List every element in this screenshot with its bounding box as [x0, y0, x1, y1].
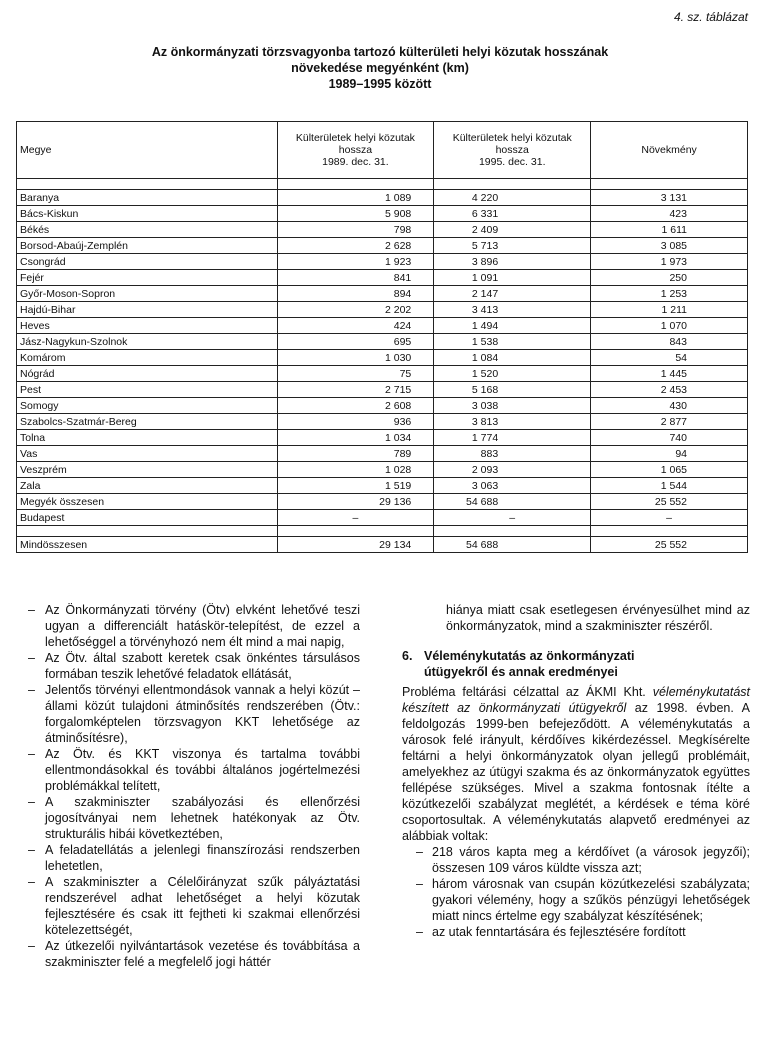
section-list	[402, 844, 750, 940]
cell-novekmeny: 430	[591, 398, 748, 414]
list-item	[28, 938, 360, 970]
cell-1989: 789	[277, 446, 434, 462]
cell-megye: Pest	[17, 382, 278, 398]
table-row	[17, 206, 748, 222]
list-dash: –	[28, 603, 35, 617]
list-dash: –	[28, 795, 35, 809]
cell-megye: Borsod-Abaúj-Zemplén	[17, 238, 278, 254]
section-number: 6.	[402, 649, 413, 663]
cell-1989: 1 028	[277, 462, 434, 478]
cell-megye: Mindösszesen	[17, 537, 278, 553]
table-row	[17, 270, 748, 286]
section-title-line-2: útügyekről és annak eredményei	[424, 665, 618, 679]
cell-megye: Veszprém	[17, 462, 278, 478]
cell-1989: 1 030	[277, 350, 434, 366]
table-row	[17, 286, 748, 302]
header-1989-line-3: 1989. dec. 31.	[322, 156, 389, 168]
cell-1989: –	[277, 510, 434, 526]
cell-1995: 5 168	[434, 382, 591, 398]
table-row	[17, 478, 748, 494]
header-megye: Megye	[17, 122, 278, 179]
list-dash: –	[28, 875, 35, 889]
table-row	[17, 302, 748, 318]
header-1989	[277, 122, 434, 179]
cell-1995: 3 063	[434, 478, 591, 494]
cell-novekmeny: 1 544	[591, 478, 748, 494]
table-row	[17, 510, 748, 526]
cell-1995: 1 538	[434, 334, 591, 350]
cell-1989: 1 034	[277, 430, 434, 446]
table-row	[17, 238, 748, 254]
cell-novekmeny: 2 453	[591, 382, 748, 398]
list-dash: –	[28, 939, 35, 953]
cell-novekmeny: 3 131	[591, 190, 748, 206]
cell-1995: 3 413	[434, 302, 591, 318]
cell-1995: 883	[434, 446, 591, 462]
section-heading	[402, 648, 750, 680]
cell-megye: Hajdú-Bihar	[17, 302, 278, 318]
list-item	[402, 844, 750, 876]
table-row	[17, 414, 748, 430]
table-tag: 4. sz. táblázat	[673, 10, 748, 24]
cell-1989: 2 715	[277, 382, 434, 398]
cell-1989: 5 908	[277, 206, 434, 222]
cell-megye: Zala	[17, 478, 278, 494]
cell-1995: 1 084	[434, 350, 591, 366]
list-item-text: három városnak van csupán közútkezelési szabályzata; gyakori vélemény, hogy a szűkös pénzügyi lehetőségek miatt nincs értelme egy szabályzat készítésének;	[432, 877, 750, 923]
table-row	[17, 398, 748, 414]
cell-novekmeny: 1 253	[591, 286, 748, 302]
cell-novekmeny: –	[591, 510, 748, 526]
list-dash: –	[416, 845, 423, 859]
header-1995-line-2: hossza	[495, 144, 529, 156]
list-item	[28, 874, 360, 938]
header-1989-line-1: Külterületek helyi közutak	[295, 132, 415, 144]
cell-1989: 936	[277, 414, 434, 430]
table-row	[17, 254, 748, 270]
cell-1989: 2 628	[277, 238, 434, 254]
list-dash: –	[416, 877, 423, 891]
table-body	[17, 179, 748, 553]
table-row	[17, 350, 748, 366]
cell-1995: 54 688	[434, 494, 591, 510]
cell-novekmeny: 423	[591, 206, 748, 222]
cell-novekmeny: 54	[591, 350, 748, 366]
table-row	[17, 190, 748, 206]
header-1995	[434, 122, 591, 179]
list-item	[402, 876, 750, 924]
paragraph-italic: véleménykutatást készített az önkormányzati útügyekről	[402, 685, 750, 715]
cell-megye: Békés	[17, 222, 278, 238]
cell-novekmeny: 94	[591, 446, 748, 462]
cell-novekmeny: 2 877	[591, 414, 748, 430]
cell-1995: 2 147	[434, 286, 591, 302]
cell-megye: Somogy	[17, 398, 278, 414]
cell-novekmeny: 25 552	[591, 494, 748, 510]
list-item	[28, 602, 360, 650]
cell-megye: Megyék összesen	[17, 494, 278, 510]
list-item-text: A szakminiszter szabályozási és ellenőrzési jogosítványai nem lehetnek hatékonyak az Ötv. strukturális hibái következtében,	[45, 795, 360, 841]
cell-1995: –	[434, 510, 591, 526]
cell-1995: 1 091	[434, 270, 591, 286]
cell-1995: 1 774	[434, 430, 591, 446]
list-item	[28, 650, 360, 682]
cell-1989: 798	[277, 222, 434, 238]
title-line-3: 1989–1995 között	[328, 77, 432, 91]
cell-1989: 695	[277, 334, 434, 350]
cell-1995: 2 409	[434, 222, 591, 238]
cell-1989: 841	[277, 270, 434, 286]
cell-1995: 6 331	[434, 206, 591, 222]
cell-novekmeny: 740	[591, 430, 748, 446]
list-item	[402, 924, 750, 940]
cell-novekmeny: 843	[591, 334, 748, 350]
table-spacer-row	[17, 179, 748, 190]
section-paragraph	[402, 684, 750, 844]
cell-1989: 2 202	[277, 302, 434, 318]
cell-novekmeny: 1 973	[591, 254, 748, 270]
data-table	[16, 121, 748, 553]
table-row	[17, 462, 748, 478]
cell-1995: 54 688	[434, 537, 591, 553]
list-item-text: A feladatellátás a jelenlegi finanszírozási rendszerben lehetetlen,	[45, 843, 360, 873]
header-novekmeny: Növekmény	[591, 122, 748, 179]
list-item-text: Az útkezelői nyilvántartások vezetése és továbbítása a szakminiszter felé a megfelelő jogi háttér	[45, 939, 360, 969]
cell-1989: 29 134	[277, 537, 434, 553]
cell-1995: 2 093	[434, 462, 591, 478]
table-row	[17, 446, 748, 462]
cell-megye: Vas	[17, 446, 278, 462]
list-item	[28, 794, 360, 842]
list-item-text: Az Ötv. és KKT viszonya és tartalma további ellentmondásokkal és további általános jogértelmezési problémákkal telített,	[45, 747, 360, 793]
list-item-text: A szakminiszter a Célelőirányzat szűk pályáztatási rendszerével adhat lehetőséget a helyi közutak fejlesztésére és csak itt fejtheti ki szakmai ellenőrzési kötelezettségét,	[45, 875, 360, 937]
cell-1995: 4 220	[434, 190, 591, 206]
header-1995-line-1: Külterületek helyi közutak	[452, 132, 572, 144]
cell-megye: Győr-Moson-Sopron	[17, 286, 278, 302]
cell-megye: Budapest	[17, 510, 278, 526]
cell-megye: Baranya	[17, 190, 278, 206]
title-line-2: növekedése megyénként (km)	[291, 61, 469, 75]
list-item	[28, 682, 360, 746]
left-column	[28, 602, 360, 970]
table-row	[17, 222, 748, 238]
list-dash: –	[28, 843, 35, 857]
list-dash: –	[28, 747, 35, 761]
cell-1989: 894	[277, 286, 434, 302]
cell-1989: 75	[277, 366, 434, 382]
cell-novekmeny: 1 070	[591, 318, 748, 334]
table-title	[0, 44, 760, 92]
table-row	[17, 494, 748, 510]
list-item	[28, 746, 360, 794]
list-dash: –	[28, 683, 35, 697]
cell-novekmeny: 1 211	[591, 302, 748, 318]
table-header-row	[17, 122, 748, 179]
cell-1995: 3 896	[434, 254, 591, 270]
cell-novekmeny: 25 552	[591, 537, 748, 553]
table-row	[17, 382, 748, 398]
cell-megye: Szabolcs-Szatmár-Bereg	[17, 414, 278, 430]
cell-megye: Fejér	[17, 270, 278, 286]
section-title-line-1: Véleménykutatás az önkormányzati	[424, 649, 635, 663]
paragraph-rest: az 1998. évben. A feldolgozás 1999-ben befejeződött. A véleménykutatás a városok felé irányult, kérdőíves kikérdezéssel. Megkísérelte feltárni a helyi önkormányzatok olyan jellegű problémáit, amelyekhez az útügyi szakma és az önkormányzatok együttes fellépése szükséges. Mivel a szakma fontosnak ítélte a közútkezelői szabályzat meglétét, a kérdések e téma köré csoportosultak. A véleménykutatás alapvető eredményei az alábbiak voltak:	[402, 701, 750, 843]
cell-megye: Tolna	[17, 430, 278, 446]
cell-1989: 424	[277, 318, 434, 334]
list-item-text: Az Ötv. által szabott keretek csak önkéntes társulásos formában teszik lehetővé feladatok ellátását,	[45, 651, 360, 681]
table-row	[17, 537, 748, 553]
list-dash: –	[416, 925, 423, 939]
list-dash: –	[28, 651, 35, 665]
list-item-text: 218 város kapta meg a kérdőívet (a városok jegyzői); összesen 109 város küldte vissza azt;	[432, 845, 750, 875]
paragraph-start: Probléma feltárási célzattal az ÁKMI Kht.	[402, 685, 653, 699]
table-row	[17, 334, 748, 350]
cell-1989: 1 519	[277, 478, 434, 494]
cell-novekmeny: 1 445	[591, 366, 748, 382]
list-item-text: Jelentős törvényi ellentmondások vannak a helyi közút – állami közút tulajdoni átminősítés rendszerében (Ötv.: forgalomképtelen törzsvagyon KKT lehetősége az átminősítésre),	[45, 683, 360, 745]
cell-novekmeny: 250	[591, 270, 748, 286]
cell-megye: Nógrád	[17, 366, 278, 382]
table-row	[17, 318, 748, 334]
cell-1995: 1 494	[434, 318, 591, 334]
right-column	[402, 602, 750, 940]
list-item	[28, 842, 360, 874]
table-row	[17, 430, 748, 446]
cell-megye: Komárom	[17, 350, 278, 366]
cell-1989: 1 923	[277, 254, 434, 270]
list-item-text: Az Önkormányzati törvény (Ötv) elvként lehetővé teszi ugyan a differenciált hatáskör-telepítést, de ezzel a lehetőséggel a törvényhozó nem élt mind a mai napig,	[45, 603, 360, 649]
cell-1995: 1 520	[434, 366, 591, 382]
continued-item-text: hiánya miatt csak esetlegesen érvényesülhet mind az önkormányzatok, mind a szakminiszter részéről.	[446, 603, 750, 633]
cell-1989: 29 136	[277, 494, 434, 510]
cell-novekmeny: 1 065	[591, 462, 748, 478]
cell-novekmeny: 1 611	[591, 222, 748, 238]
cell-1995: 3 038	[434, 398, 591, 414]
cell-megye: Csongrád	[17, 254, 278, 270]
cell-1989: 1 089	[277, 190, 434, 206]
cell-1989: 2 608	[277, 398, 434, 414]
header-1989-line-2: hossza	[338, 144, 373, 156]
cell-megye: Jász-Nagykun-Szolnok	[17, 334, 278, 350]
cell-novekmeny: 3 085	[591, 238, 748, 254]
table-spacer-row	[17, 526, 748, 537]
cell-1995: 5 713	[434, 238, 591, 254]
cell-megye: Bács-Kiskun	[17, 206, 278, 222]
header-1995-line-3: 1995. dec. 31.	[478, 156, 546, 168]
cell-1995: 3 813	[434, 414, 591, 430]
list-item-text: az utak fenntartására és fejlesztésére fordított	[432, 925, 686, 939]
table-row	[17, 366, 748, 382]
title-line-1: Az önkormányzati törzsvagyonba tartozó külterületi helyi közutak hosszának	[151, 45, 609, 59]
cell-megye: Heves	[17, 318, 278, 334]
